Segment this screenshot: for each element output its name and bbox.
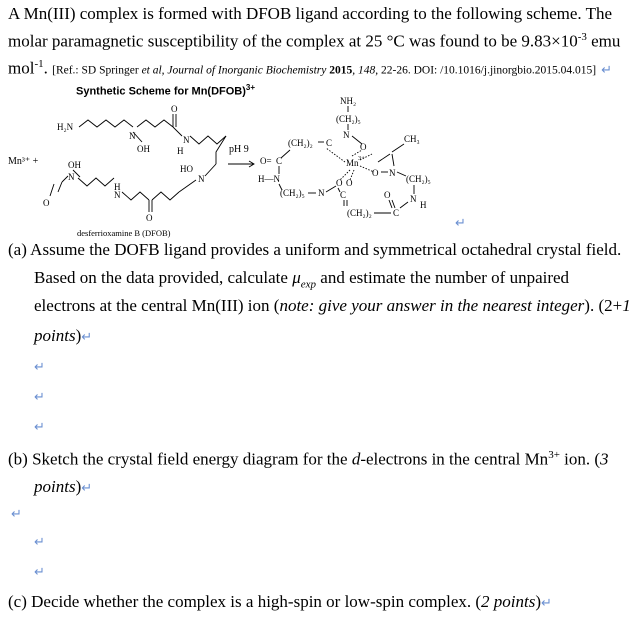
- intro-text: molar paramagnetic susceptibility of the complex at 25 °C was found to be 9.83×10: [8, 31, 578, 51]
- atom-label: H—N: [258, 174, 280, 184]
- exponent: -3: [577, 31, 587, 43]
- intro-text: A Mn(III) complex is formed with DFOB ligand according to the following scheme. The: [8, 4, 613, 23]
- atom-label: N: [318, 188, 325, 198]
- bond: [389, 200, 392, 208]
- atom-label: C: [326, 138, 333, 148]
- mu-symbol: μ: [292, 268, 301, 287]
- atom-label: O: [146, 213, 153, 223]
- bond: [397, 172, 406, 176]
- atom-label: O: [43, 198, 50, 208]
- intro-line-3: [8, 58, 612, 79]
- reference: [Ref.: SD Springer et al, Journal of Inorganic Biochemistry 2015, 148, 22-26. DOI: /10.1016/j.jinorgbio.2015.04.015]: [52, 64, 597, 77]
- bond: [179, 180, 196, 192]
- reactant-label: Mn³⁺ +: [8, 156, 39, 167]
- question-a-line-1: [8, 240, 621, 260]
- arrow-label: pH 9: [229, 144, 249, 155]
- atom-label: O: [346, 178, 353, 188]
- atom-label: N: [183, 135, 190, 145]
- atom-label: O=: [260, 156, 272, 166]
- lower-chain: [152, 192, 179, 200]
- atom-label: N: [389, 168, 396, 178]
- question-text: (a) Assume the DOFB ligand provides a uniform and symmetrical octahedral crystal field.: [8, 240, 622, 259]
- atom-label: OH: [137, 144, 150, 154]
- bond: [400, 202, 408, 208]
- atom-label: (CH₂)₂: [288, 138, 313, 148]
- coordination-bond: [326, 148, 345, 162]
- return-mark-icon: ↵: [34, 390, 45, 405]
- atom-label: H: [420, 200, 427, 210]
- bond: [58, 182, 62, 192]
- return-mark-icon: ↵: [34, 360, 45, 375]
- atom-label: OH: [68, 160, 81, 170]
- return-mark-icon: ↵: [81, 481, 93, 496]
- ligand-label: desferrioxamine B (DFOB): [77, 228, 171, 238]
- bond: [205, 164, 216, 176]
- atom-label: HO: [180, 164, 193, 174]
- upper-chain: [190, 136, 226, 144]
- question-note: note: give your answer in the nearest integer: [279, 296, 585, 315]
- atom-label: C: [340, 190, 347, 200]
- atom-label: C: [393, 208, 400, 218]
- atom-label: N: [129, 131, 136, 141]
- question-c-line-1: (c) Decide whether the complex is a high-spin or low-spin complex. (2 points)↵: [8, 592, 552, 611]
- return-mark-icon: ↵: [601, 62, 613, 78]
- bond: [378, 154, 390, 162]
- atom-label: NH₂: [340, 96, 357, 106]
- bond: [392, 154, 394, 166]
- amine-label: H₂N: [57, 122, 74, 132]
- atom-label: (CH₂)₅: [406, 174, 431, 184]
- intro-text: mol: [8, 58, 35, 78]
- bond: [392, 144, 404, 152]
- metal-center-label: Mn: [346, 158, 359, 168]
- bond: [173, 127, 182, 136]
- atom-label: (CH₂)₅: [336, 114, 361, 124]
- upper-chain: [79, 120, 133, 127]
- atom-label: N: [410, 194, 417, 204]
- question-a-line-3: electrons at the central Mn(III) ion (note: give your answer in the nearest integer). (2+1: [34, 296, 631, 315]
- question-a-line-4: points)↵: [34, 326, 93, 345]
- question-b-line-1: (b) Sketch the crystal field energy diagram for the d-electrons in the central $Mn^{3+}$ ion. (3: [8, 449, 609, 469]
- intro-text: .: [43, 58, 53, 78]
- question-a-line-2: Based on the data provided, calculate $\mu_{exp}$ and estimate the number of unpaired: [34, 268, 570, 291]
- atom-label: N: [198, 174, 205, 184]
- intro-line-1: [8, 4, 612, 24]
- return-mark-icon: ↵: [541, 596, 552, 611]
- bond: [281, 150, 290, 158]
- atom-label: O: [360, 142, 367, 152]
- metal-charge-label: 3+: [358, 155, 365, 162]
- intro-line-2: [8, 31, 620, 52]
- bond: [50, 184, 54, 196]
- question-b-line-2: points)↵: [34, 477, 93, 496]
- atom-label: O: [384, 190, 391, 200]
- atom-label: O: [372, 168, 379, 178]
- return-mark-icon: ↵: [34, 535, 45, 550]
- atom-label: CH₃: [404, 134, 420, 144]
- atom-label: H: [177, 146, 184, 156]
- atom-label: N: [114, 190, 121, 200]
- atom-label: H: [114, 182, 121, 192]
- return-mark-icon: ↵: [81, 330, 93, 345]
- atom-label: (CH₂)₂: [347, 208, 372, 218]
- atom-label: O: [171, 104, 178, 114]
- lower-chain: [122, 192, 149, 200]
- bond: [392, 200, 395, 208]
- synthetic-scheme-diagram: [0, 92, 640, 242]
- scheme-title: Synthetic Scheme for Mn(DFOB)$^{3+}$: [76, 83, 256, 98]
- intro-text: emu: [586, 31, 621, 51]
- atom-label: C: [276, 156, 283, 166]
- atom-label: N: [68, 172, 75, 182]
- bond: [326, 186, 336, 192]
- atom-label: O: [336, 178, 343, 188]
- return-mark-icon: ↵: [34, 420, 45, 435]
- return-mark-icon: ↵: [455, 216, 466, 231]
- return-mark-icon: ↵: [11, 507, 22, 522]
- exponent: -1: [34, 58, 44, 70]
- lower-chain: [78, 178, 114, 186]
- return-mark-icon: ↵: [34, 565, 45, 580]
- atom-label: N: [343, 130, 350, 140]
- upper-chain: [137, 120, 173, 127]
- atom-label: (CH₂)₅: [280, 188, 305, 198]
